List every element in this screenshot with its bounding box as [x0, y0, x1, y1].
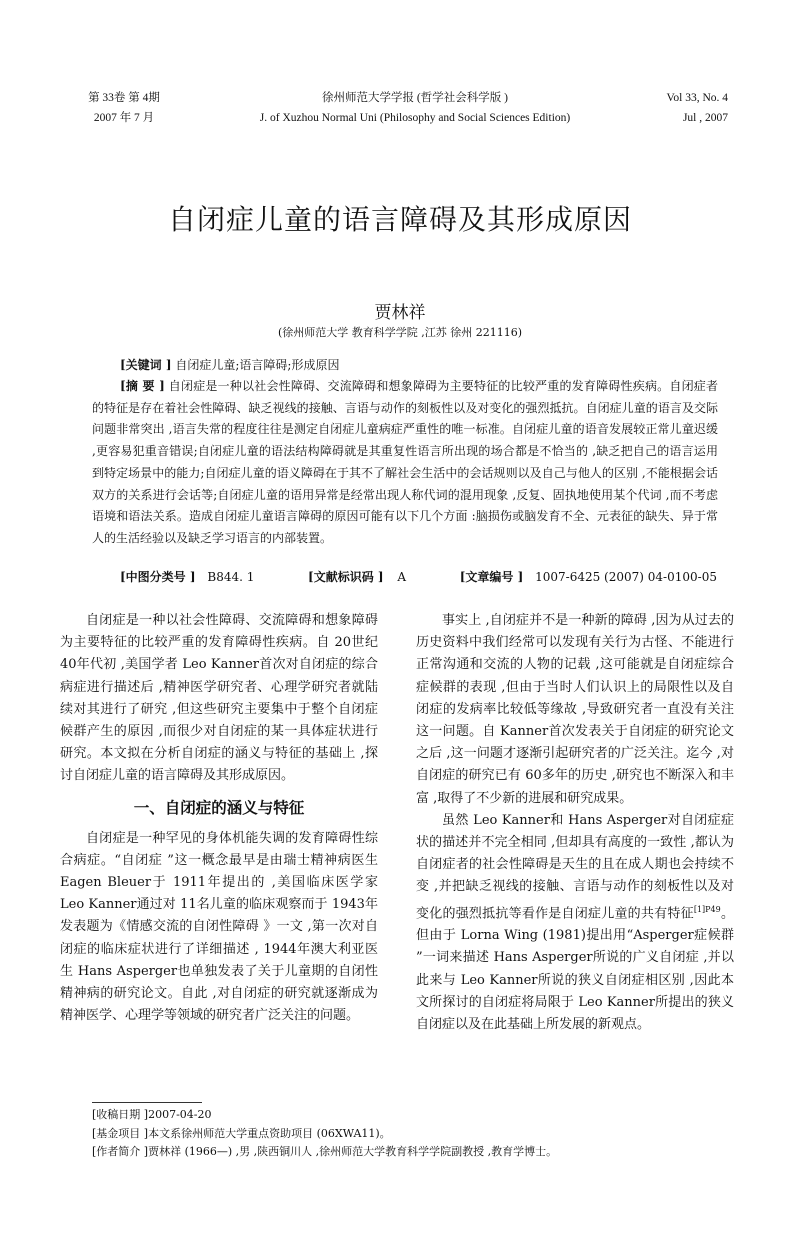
volume-info-en	[618, 88, 728, 128]
doc-code-label: [文献标识码 ]	[308, 570, 384, 584]
abstract-text: 自闭症是一种以社会性障碍、交流障碍和想象障碍为主要特征的比较严重的发育障碍性疾病。自闭症者的特征是存在着社会性障碍、缺乏视线的接触、言语与动作的刻板性以及对变化的强烈抵抗。自闭症儿童的语言及交际问题非常突出 ,语言失常的程度往往是测定自闭症儿童病症严重性的唯一标准。自闭症儿童的语音发展较正常儿童迟缓 ,更容易犯重音错误;自闭症儿童的语法结构障碍就是其重复性语言所出现的场合都是不恰当的 ,缺乏把自己的语言运用到特定场景中的能力;自闭症儿童的语义障碍在于其不了解社会生活中的会话规则以及自己与他人的区别 ,不能根据会话双方的关系进行会话等;自闭症儿童的语用异常是经常出现人称代词的混用现象 ,反复、固执地使用某个代词 ,而不考虑语境和语法关系。造成自闭症儿童语言障碍的原因可能有以下几个方面 :脑损伤或脑发育不全、元表征的缺失、异于常人的生活经验以及缺乏学习语言的内部装置。	[92, 379, 718, 545]
doc-code-value: A	[397, 570, 407, 584]
abstract	[92, 376, 718, 550]
volume-issue: 第 33卷 第 4期	[88, 92, 160, 104]
author-bio: [作者简介 ]贾林祥 (1966—) ,男 ,陕西铜川人 ,徐州师范大学教育科学学院副教授 ,教育学博士。	[92, 1145, 558, 1158]
publication-date-en: Jul , 2007	[682, 112, 728, 124]
paragraph-text: 。但由于 Lorna Wing (1981)提出用“Asperger症候群 ”一词来描述 Hans Asperger所说的广义自闭症 ,并以此来与 Leo Kanner所说的狭义自闭症相区别 ,因此本文所探讨的自闭症将局限于 Leo Kanner所提出的狭义自闭症以及在此基础上所发展的新观点。	[416, 905, 734, 1032]
author-affiliation: (徐州师范大学 教育科学学院 ,江苏 徐州 221116)	[277, 326, 523, 339]
keywords-text: 自闭症儿童;语言障碍;形成原因	[175, 358, 340, 372]
citation-reference: [1]P49	[693, 904, 721, 914]
clc-label: [中图分类号 ]	[120, 570, 196, 584]
article-title: 自闭症儿童的语言障碍及其形成原因	[167, 203, 632, 236]
article-id-value: 1007-6425 (2007) 04-0100-05	[535, 570, 717, 584]
paragraph-text: 虽然 Leo Kanner和 Hans Asperger对自闭症症状的描述并不完全相同 ,但却具有高度的一致性 ,都认为自闭症者的社会性障碍是天生的且在成人期也会持续不变 ,并把缺乏视线的接触、言语与动作的刻板性以及对变化的强烈抵抗等看作是自闭症儿童的共有特征	[416, 812, 734, 921]
left-column	[60, 610, 378, 1027]
footnote-divider	[92, 1102, 202, 1103]
received-date: [收稿日期 ]2007-04-20	[92, 1108, 212, 1121]
right-column	[416, 610, 734, 1036]
author-name: 贾林祥	[374, 303, 426, 323]
body-paragraph	[416, 810, 734, 1036]
intro-paragraph: 自闭症是一种以社会性障碍、交流障碍和想象障碍为主要特征的比较严重的发育障碍性疾病。自 20世纪 40年代初 ,美国学者 Leo Kanner首次对自闭症的综合病症进行描述后 ,精神医学研究者、心理学研究者就陆续对其进行了研究 ,但这些研究主要集中于整个自闭症候群产生的原因 ,而很少对自闭症的某一具体症状进行研究。本文拟在分析自闭症的涵义与特征的基础上 ,探讨自闭症儿童的语言障碍及其形成原因。	[60, 613, 378, 784]
footnotes	[92, 1106, 732, 1162]
body-paragraph: 自闭症是一种罕见的身体机能失调的发育障碍性综合病症。“自闭症 ”这一概念最早是由瑞士精神病医生 Eagen Bleuer于 1911年提出的 ,美国临床医学家 Leo Kanner通过对 11名儿童的临床观察而于 1943年发表题为《情感交流的自闭性障碍 》一文 ,第一次对自闭症的临床症状进行了详细描述 , 1944年澳大利亚医生 Hans Asperger也单独发表了关于儿童期的自闭性精神病的研究论文。自此 ,对自闭症的研究就逐渐成为精神医学、心理学等领域的研究者广泛关注的问题。	[60, 830, 378, 1024]
publication-date: 2007 年 7 月	[93, 112, 155, 124]
article-id-label: [文章编号 ]	[459, 570, 524, 584]
volume-info	[74, 88, 174, 128]
body-paragraph: 事实上 ,自闭症并不是一种新的障碍 ,因为从过去的历史资料中我们经常可以发现有关行为古怪、不能进行正常沟通和交流的人物的记载 ,这可能就是自闭症综合症候群的表现 ,但由于当时人们认识上的局限性以及自闭症的发病率比较低等缘故 ,导致研究者一直没有关注这一问题。自 Kanner首次发表关于自闭症的研究论文之后 ,这一问题才逐渐引起研究者的广泛关注。迄今 ,对自闭症的研究已有 60多年的历史 ,研究也不断深入和丰富 ,取得了不少新的进展和研究成果。	[416, 613, 734, 806]
classification-line	[120, 567, 740, 587]
volume-issue-en: Vol 33, No. 4	[666, 92, 728, 104]
abstract-label: [摘 要 ]	[120, 379, 165, 393]
journal-name	[220, 88, 610, 128]
fund-project: [基金项目 ]本文系徐州师范大学重点资助项目 (06XWA11)。	[92, 1126, 391, 1140]
keywords	[120, 355, 720, 375]
journal-name-cn: 徐州师范大学学报 (哲学社会科学版 )	[322, 92, 508, 104]
keywords-label: [关键词 ]	[120, 358, 172, 372]
journal-name-en: J. of Xuzhou Normal Uni (Philosophy and Social Sciences Edition)	[259, 112, 571, 124]
section-heading: 一、自闭症的涵义与特征	[133, 798, 305, 817]
clc-value: B844. 1	[207, 570, 255, 584]
